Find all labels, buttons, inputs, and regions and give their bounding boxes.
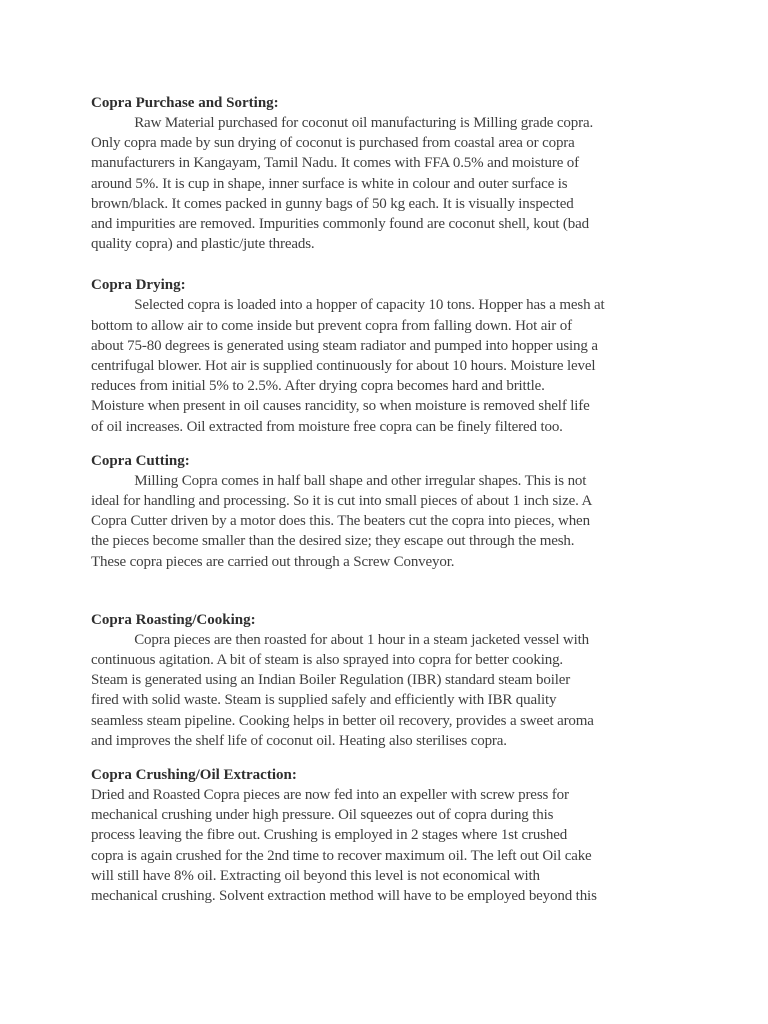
- section-heading: Copra Drying:: [91, 277, 186, 294]
- section-copra-roasting: [91, 610, 691, 751]
- body-line: Selected copra is loaded into a hopper of capacity 10 tons. Hopper has a mesh at: [91, 297, 605, 314]
- body-line: around 5%. It is cup in shape, inner surface is white in colour and outer surface is: [91, 175, 568, 192]
- section-heading: Copra Crushing/Oil Extraction:: [91, 767, 297, 784]
- body-line: process leaving the fibre out. Crushing is employed in 2 stages where 1st crushed: [91, 827, 568, 844]
- section-copra-crushing: [91, 765, 691, 906]
- body-line: quality copra) and plastic/jute threads.: [91, 236, 315, 253]
- body-line: centrifugal blower. Hot air is supplied continuously for about 10 hours. Moisture level: [91, 358, 596, 375]
- section-body: [91, 785, 691, 906]
- body-line: and improves the shelf life of coconut oil. Heating also sterilises copra.: [91, 732, 507, 749]
- body-line: copra is again crushed for the 2nd time to recover maximum oil. The left out Oil cake: [91, 847, 592, 864]
- body-line: reduces from initial 5% to 2.5%. After drying copra becomes hard and brittle.: [91, 378, 545, 395]
- body-line: Raw Material purchased for coconut oil manufacturing is Milling grade copra.: [91, 115, 594, 131]
- section-heading: Copra Purchase and Sorting:: [91, 95, 279, 111]
- section-copra-purchase: [91, 93, 691, 254]
- document-page: [91, 93, 691, 906]
- body-line: seamless steam pipeline. Cooking helps in better oil recovery, provides a sweet aroma: [91, 712, 594, 729]
- body-line: Only copra made by sun drying of coconut is purchased from coastal area or copra: [91, 135, 575, 152]
- section-body: [91, 471, 691, 572]
- body-line: manufacturers in Kangayam, Tamil Nadu. It comes with FFA 0.5% and moisture of: [91, 155, 579, 172]
- section-heading: Copra Cutting:: [91, 452, 190, 469]
- body-line: the pieces become smaller than the desired size; they escape out through the mesh.: [91, 533, 575, 550]
- body-line: brown/black. It comes packed in gunny bags of 50 kg each. It is visually inspected: [91, 195, 574, 212]
- body-line: Milling Copra comes in half ball shape and other irregular shapes. This is not: [91, 472, 587, 489]
- section-heading: Copra Roasting/Cooking:: [91, 611, 256, 628]
- body-line: Steam is generated using an Indian Boiler Regulation (IBR) standard steam boiler: [91, 672, 571, 689]
- body-line: of oil increases. Oil extracted from moisture free copra can be finely filtered too.: [91, 418, 563, 435]
- body-line: continuous agitation. A bit of steam is also sprayed into copra for better cooking.: [91, 652, 564, 669]
- body-line: Copra pieces are then roasted for about 1 hour in a steam jacketed vessel with: [91, 631, 590, 648]
- body-line: ideal for handling and processing. So it is cut into small pieces of about 1 inch size. A: [91, 493, 593, 510]
- body-line: about 75-80 degrees is generated using steam radiator and pumped into hopper using a: [91, 337, 598, 354]
- body-line: mechanical crushing under high pressure. Oil squeezes out of copra during this: [91, 807, 554, 824]
- body-line: These copra pieces are carried out through a Screw Conveyor.: [91, 553, 455, 570]
- section-body: [91, 113, 691, 254]
- section-body: [91, 630, 691, 751]
- body-line: Copra Cutter driven by a motor does this. The beaters cut the copra into pieces, when: [91, 513, 590, 530]
- body-line: and impurities are removed. Impurities commonly found are coconut shell, kout (bad: [91, 216, 589, 233]
- section-copra-drying: [91, 275, 691, 436]
- body-line: fired with solid waste. Steam is supplied safely and efficiently with IBR quality: [91, 692, 557, 709]
- body-line: bottom to allow air to come inside but prevent copra from falling down. Hot air of: [91, 317, 572, 334]
- body-line: mechanical crushing. Solvent extraction method will have to be employed beyond this: [91, 888, 597, 905]
- section-body: [91, 295, 691, 436]
- body-line: Dried and Roasted Copra pieces are now fed into an expeller with screw press for: [91, 787, 569, 804]
- body-line: will still have 8% oil. Extracting oil beyond this level is not economical with: [91, 867, 540, 884]
- section-copra-cutting: [91, 451, 691, 572]
- body-line: Moisture when present in oil causes rancidity, so when moisture is removed shelf life: [91, 398, 590, 415]
